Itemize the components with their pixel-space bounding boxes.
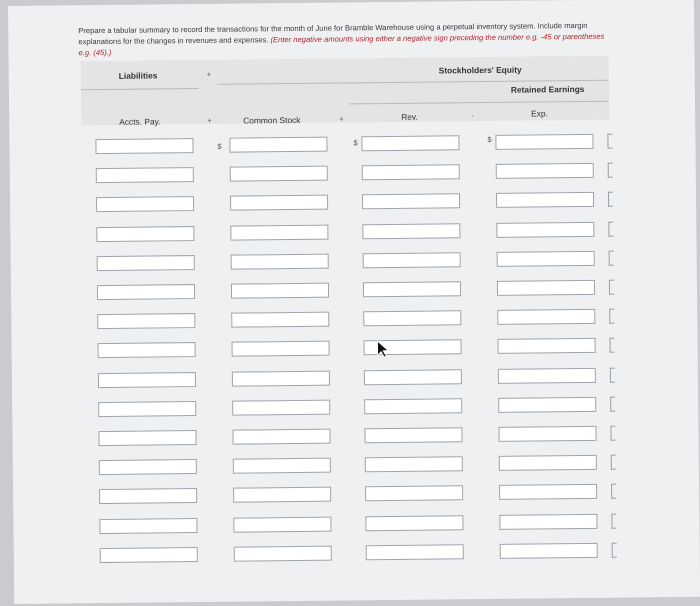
common-stock-input[interactable] xyxy=(233,487,331,503)
stockholders-equity-header: Stockholders' Equity xyxy=(438,64,522,76)
explanation-bracket xyxy=(608,163,613,178)
exp-input[interactable] xyxy=(496,163,594,179)
accts-pay-input[interactable] xyxy=(97,255,195,271)
mouse-pointer-icon xyxy=(377,340,391,358)
exp-input[interactable] xyxy=(499,484,597,500)
dollar-sign-rev: $ xyxy=(353,138,358,148)
instructions-hint: (Enter negative amounts using either a negative sign preceding the number e.g. -45 or parentheses e.g. (45).) xyxy=(78,31,605,57)
explanation-bracket xyxy=(610,338,615,353)
exp-input[interactable] xyxy=(499,455,597,471)
common-stock-header: Common Stock xyxy=(243,114,301,126)
common-stock-input[interactable] xyxy=(234,545,332,561)
accts-pay-input[interactable] xyxy=(96,167,194,183)
instructions-text: Prepare a tabular summary to record the transactions for the month of June for Bramble Warehouse using a perpetual inventory system. Include margin explanations for the changes in revenues and expenses. xyxy=(78,20,588,46)
rev-input[interactable] xyxy=(364,369,462,385)
common-stock-input[interactable] xyxy=(232,399,330,415)
exp-input[interactable] xyxy=(499,513,597,529)
plus-sign-column: + xyxy=(339,114,344,124)
exp-input[interactable] xyxy=(496,192,594,208)
worksheet xyxy=(8,0,700,604)
minus-sign-column: - xyxy=(471,111,474,121)
exp-input[interactable] xyxy=(498,426,596,442)
common-stock-input[interactable] xyxy=(229,137,327,153)
rev-header: Rev. xyxy=(401,111,418,122)
exp-input[interactable] xyxy=(496,221,594,237)
rev-input[interactable] xyxy=(365,515,463,531)
accts-pay-input[interactable] xyxy=(96,226,194,242)
accts-pay-input[interactable] xyxy=(98,342,196,358)
common-stock-input[interactable] xyxy=(232,429,330,445)
explanation-bracket xyxy=(611,484,616,499)
accts-pay-input[interactable] xyxy=(96,196,194,212)
rev-input[interactable] xyxy=(362,223,460,239)
common-stock-input[interactable] xyxy=(233,516,331,532)
rev-input[interactable] xyxy=(364,398,462,414)
rev-input[interactable] xyxy=(363,281,461,297)
common-stock-input[interactable] xyxy=(231,253,329,269)
exp-input[interactable] xyxy=(497,280,595,296)
accts-pay-input[interactable] xyxy=(99,459,197,475)
accts-pay-input[interactable] xyxy=(98,430,196,446)
accts-pay-input[interactable] xyxy=(95,138,193,154)
entry-grid xyxy=(8,0,694,6)
common-stock-input[interactable] xyxy=(231,312,329,328)
exp-input[interactable] xyxy=(498,367,596,383)
accts-pay-input[interactable] xyxy=(97,284,195,300)
rev-input[interactable] xyxy=(366,544,464,560)
accts-pay-input[interactable] xyxy=(99,518,197,534)
exp-header: Exp. xyxy=(531,108,548,119)
explanation-bracket xyxy=(609,250,614,265)
explanation-bracket xyxy=(612,542,617,557)
rev-input[interactable] xyxy=(362,164,460,180)
rev-input[interactable] xyxy=(365,456,463,472)
exp-input[interactable] xyxy=(498,397,596,413)
exp-input[interactable] xyxy=(500,543,598,559)
explanation-bracket xyxy=(609,309,614,324)
explanation-bracket xyxy=(610,367,615,382)
common-stock-input[interactable] xyxy=(233,458,331,474)
rev-input[interactable] xyxy=(365,486,463,502)
rev-input[interactable] xyxy=(363,310,461,326)
accts-pay-input[interactable] xyxy=(98,372,196,388)
accts-pay-input[interactable] xyxy=(99,488,197,504)
explanation-bracket xyxy=(610,426,615,441)
rev-input[interactable] xyxy=(363,252,461,268)
explanation-bracket xyxy=(607,134,612,149)
liabilities-header: Liabilities xyxy=(118,70,158,81)
explanation-bracket xyxy=(609,280,614,295)
explanation-bracket xyxy=(608,192,613,207)
plus-sign-header: + xyxy=(206,69,212,79)
explanation-bracket xyxy=(610,396,615,411)
rev-input[interactable] xyxy=(364,427,462,443)
rev-input[interactable] xyxy=(361,135,459,151)
instructions xyxy=(78,19,618,58)
common-stock-input[interactable] xyxy=(231,283,329,299)
accts-pay-header: Accts. Pay. xyxy=(119,116,161,127)
accts-pay-input[interactable] xyxy=(100,547,198,563)
exp-input[interactable] xyxy=(497,309,595,325)
rev-input[interactable] xyxy=(362,194,460,210)
exp-input[interactable] xyxy=(497,251,595,267)
exp-input[interactable] xyxy=(498,338,596,354)
common-stock-input[interactable] xyxy=(232,370,330,386)
retained-earnings-header: Retained Earnings xyxy=(510,83,585,95)
explanation-bracket xyxy=(608,221,613,236)
common-stock-input[interactable] xyxy=(230,224,328,240)
common-stock-input[interactable] xyxy=(230,195,328,211)
explanation-bracket xyxy=(611,455,616,470)
common-stock-input[interactable] xyxy=(232,341,330,357)
accts-pay-input[interactable] xyxy=(98,401,196,417)
dollar-sign-common-stock: $ xyxy=(217,141,222,151)
accts-pay-input[interactable] xyxy=(97,313,195,329)
plus-sign-column: + xyxy=(207,115,212,125)
dollar-sign-exp: $ xyxy=(487,134,492,144)
explanation-bracket xyxy=(611,513,616,528)
exp-input[interactable] xyxy=(495,134,593,150)
common-stock-input[interactable] xyxy=(230,166,328,182)
